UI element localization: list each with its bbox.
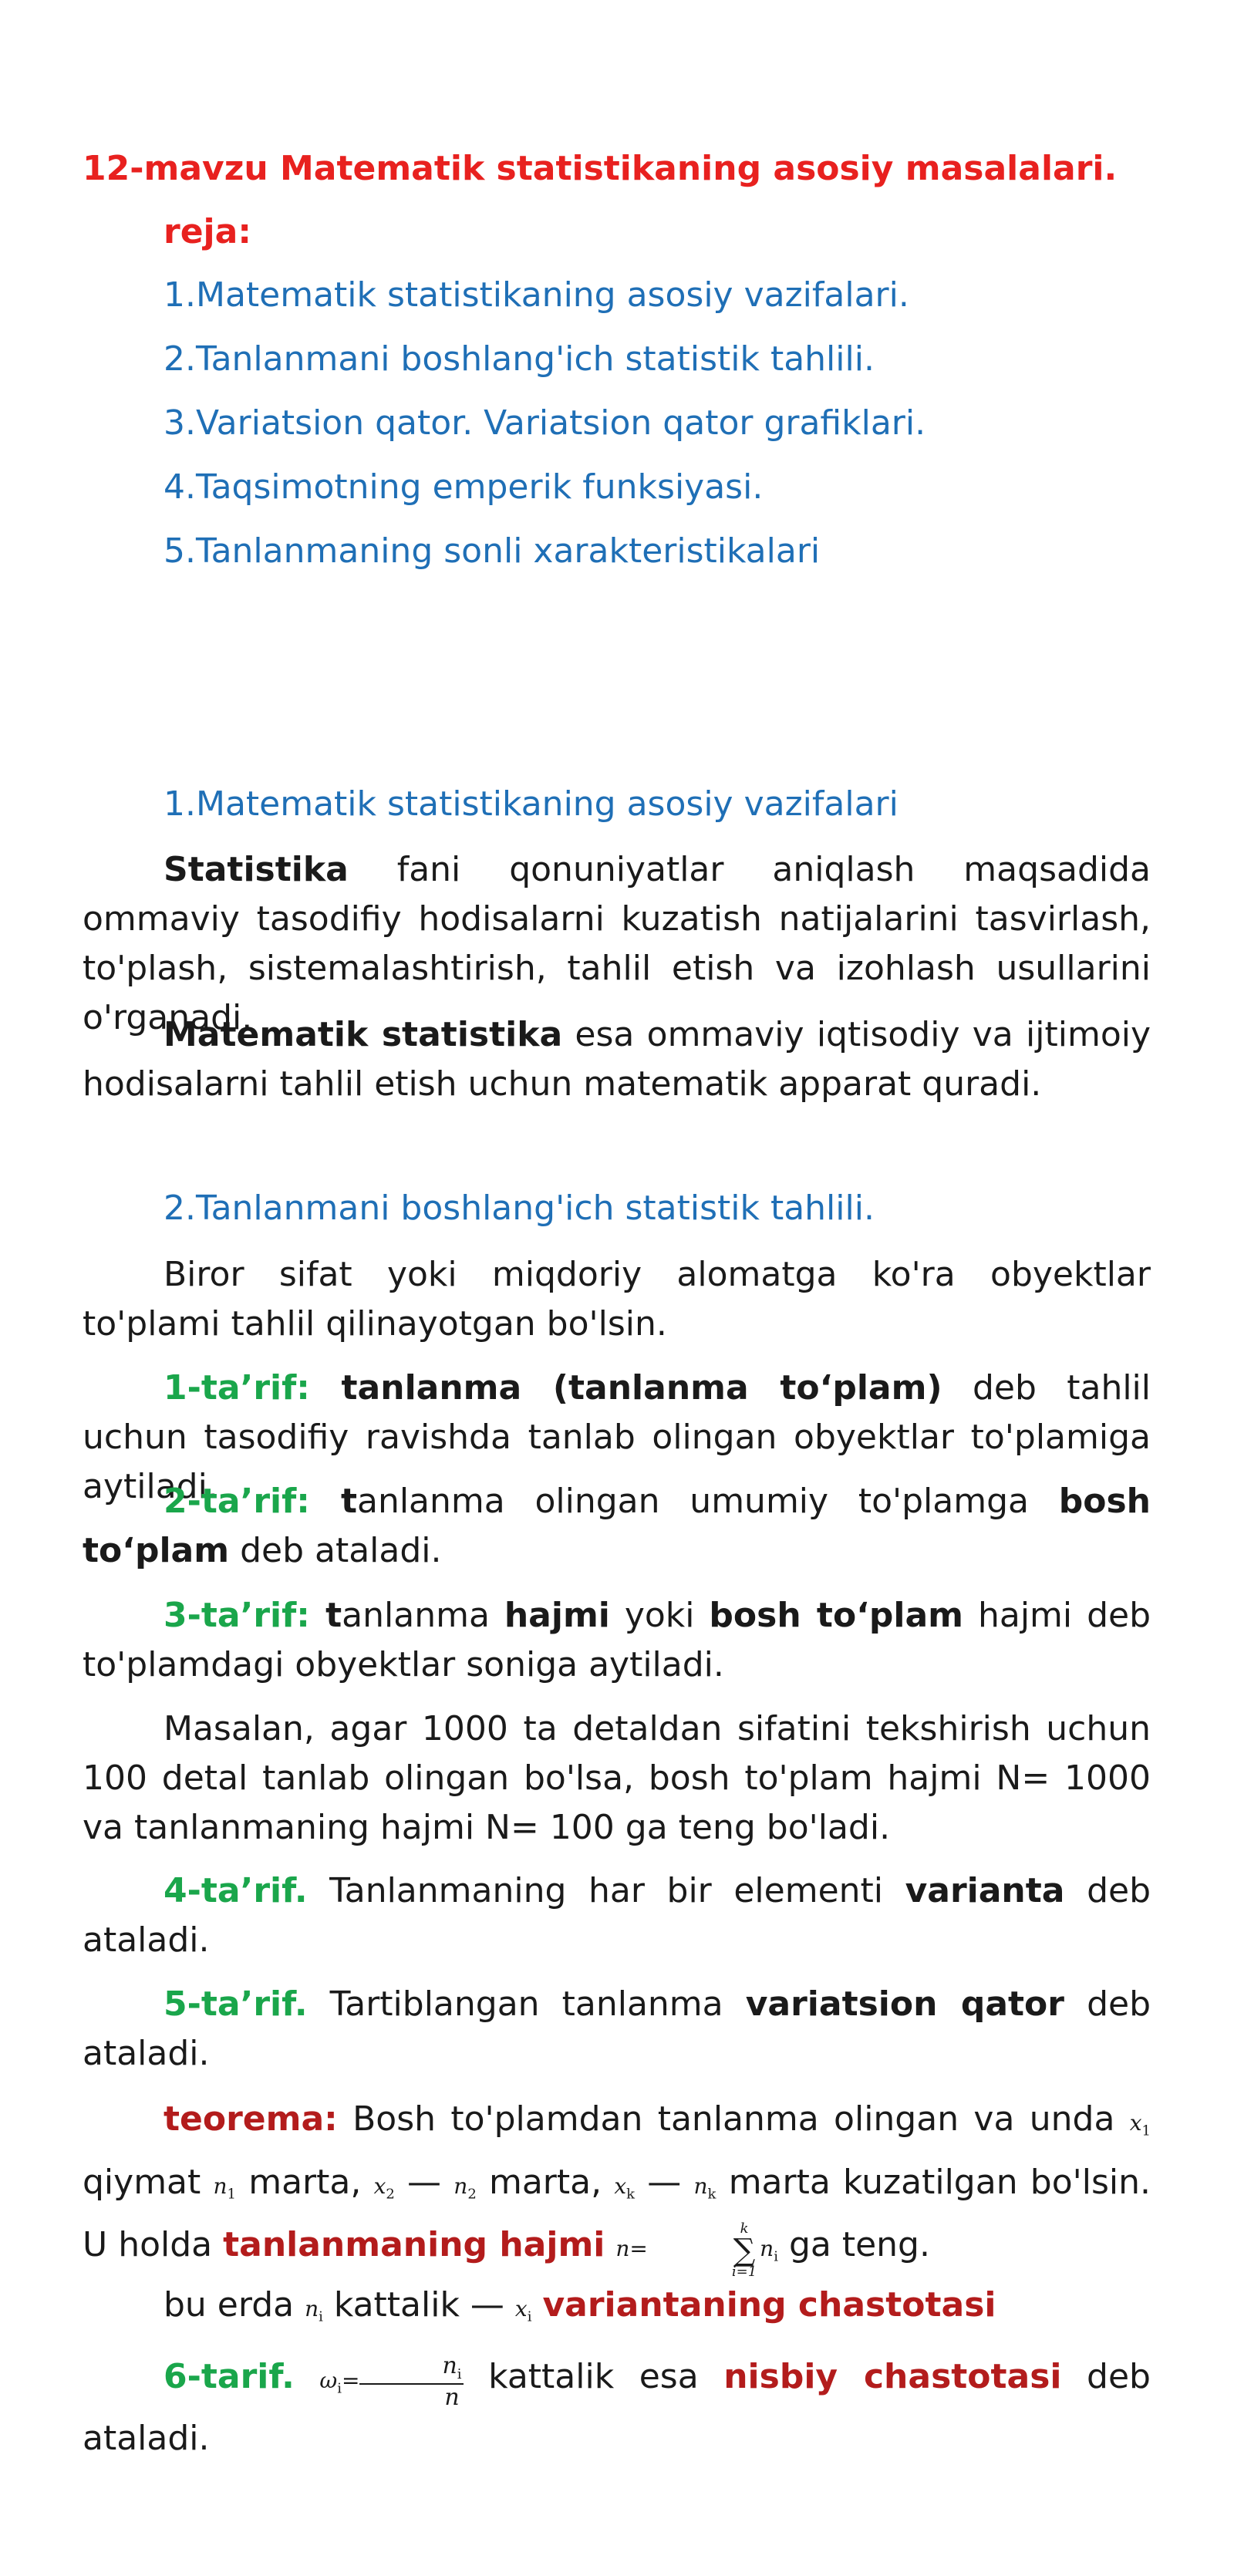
definition-3: 3-ta’rif: tanlanma hajmi yoki bosh to‘plam hajmi deb to'plamdagi obyektlar soniga aytiladi. — [83, 1596, 1151, 1684]
formula-sample-size: n= k ∑ i=1 $n_i$ — [615, 2220, 778, 2280]
paragraph-intro: Biror sifat yoki miqdoriy alomatga ko'ra obyektlar to'plami tahlil qilinayotgan bo'lsin. — [83, 1255, 1151, 1344]
section-1-title: 1.Matematik statistikaning asosiy vazifalari — [164, 784, 899, 824]
paragraph-example: Masalan, agar 1000 ta detaldan sifatini tekshirish uchun 100 detal tanlab olingan bo'lsa, bosh to'plam hajmi N= 1000 va tanlanmaning hajmi N= 100 ga teng bo'ladi. — [83, 1709, 1151, 1847]
formula-x2: $x_2$ — [373, 2173, 395, 2203]
section-2-title: 2.Tanlanmani boshlang'ich statistik tahlili. — [164, 1189, 875, 1228]
definition-label: 1-ta’rif: — [164, 1368, 310, 1408]
definition-label: 6-tarif. — [164, 2357, 295, 2396]
theorem-label: teorema: — [164, 2099, 338, 2139]
term-matematik-statistika: Matematik statistika — [164, 1015, 563, 1054]
theorem: teorema: Bosh to'plamdan tanlanma olingan va unda $x_1$ qiymat $n_1$ marta, $x_2$ — $n_2$ marta, $x_k$ — $n_k$ marta kuzatilgan bo'lsin. U holda tanlanmaning hajmi n= k ∑ i=1 $n_i$ ga teng. — [83, 2099, 1151, 2280]
formula-nk: $n_k$ — [693, 2173, 716, 2203]
formula-n1: $n_1$ — [213, 2173, 236, 2203]
definition-label: 5-ta’rif. — [164, 1984, 308, 2024]
paragraph-frequency: bu erda $n_i$ kattalik — $x_i$ variantaning chastotasi — [164, 2285, 996, 2325]
definition-5: 5-ta’rif. Tartiblangan tanlanma variatsion qator deb ataladi. — [83, 1984, 1151, 2073]
formula-x1: $x_1$ — [1129, 2110, 1151, 2139]
definition-1: 1-ta’rif: tanlanma (tanlanma to‘plam) deb tahlil uchun tasodifiy ravishda tanlab olingan obyektlar to'plamiga aytiladi. — [83, 1368, 1151, 1506]
formula-n2: $n_2$ — [453, 2173, 477, 2203]
definition-label: 3-ta’rif: — [164, 1596, 310, 1635]
page-title: 12-mavzu Matematik statistikaning asosiy masalalari. — [83, 149, 1118, 188]
formula-relative-frequency: $\omega_i=$ $\frac{n_i}{n}$ — [319, 2352, 462, 2411]
plan-item: 1.Matematik statistikaning asosiy vazifalari. — [164, 275, 909, 315]
term-statistika: Statistika — [164, 850, 349, 889]
plan-item: 5.Tanlanmaning sonli xarakteristikalari — [164, 531, 821, 571]
definition-6: 6-tarif. $\omega_i=$ $\frac{n_i}{n}$ kattalik esa nisbiy chastotasi deb ataladi. — [83, 2352, 1151, 2458]
definition-2: 2-ta’rif: tanlanma olingan umumiy to'plamga bosh to‘plam deb ataladi. — [83, 1482, 1151, 1570]
formula-ni: $n_i$ — [305, 2296, 323, 2325]
plan-item: 4.Taqsimotning emperik funksiyasi. — [164, 467, 764, 507]
term-nisbiy-chastotasi: nisbiy chastotasi — [723, 2357, 1062, 2396]
plan-item: 3.Variatsion qator. Variatsion qator grafiklari. — [164, 403, 926, 443]
formula-xi: $x_i$ — [514, 2296, 532, 2325]
formula-xk: $x_k$ — [614, 2173, 636, 2203]
term-variantaning-chastotasi: variantaning chastotasi — [542, 2285, 996, 2325]
definition-label: 4-ta’rif. — [164, 1871, 308, 1910]
term-tanlanma-hajmi: tanlanmaning hajmi — [223, 2225, 605, 2265]
definition-label: 2-ta’rif: — [164, 1482, 310, 1521]
paragraph-matematik-statistika: Matematik statistika esa ommaviy iqtisodiy va ijtimoiy hodisalarni tahlil etish uchun matematik apparat quradi. — [83, 1015, 1151, 1104]
plan-heading: reja: — [164, 212, 251, 251]
plan-item: 2.Tanlanmani boshlang'ich statistik tahlili. — [164, 339, 875, 379]
paragraph-statistika: Statistika fani qonuniyatlar aniqlash maqsadida ommaviy tasodifiy hodisalarni kuzatish natijalarini tasvirlash, to'plash, sistemalashtirish, tahlil etish va izohlash usullarini o'rganadi. — [83, 850, 1151, 1037]
definition-4: 4-ta’rif. Tanlanmaning har bir elementi varianta deb ataladi. — [83, 1871, 1151, 1960]
